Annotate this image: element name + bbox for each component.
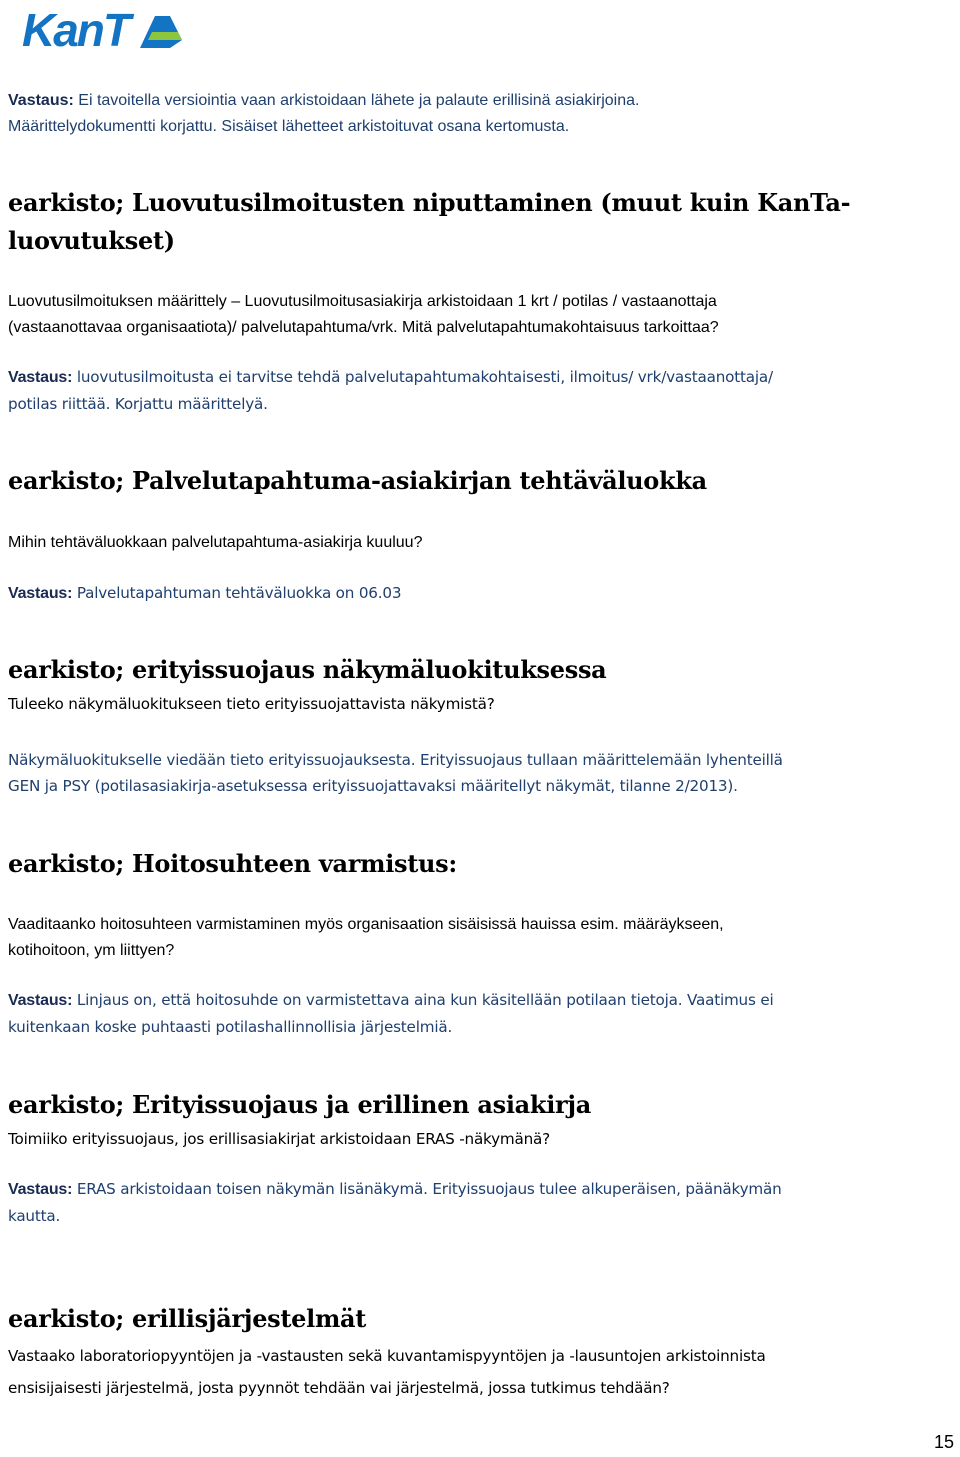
- section-eras: [8, 1086, 946, 1124]
- answer-label: Vastaus:: [8, 992, 73, 1009]
- answer-text: GEN ja PSY (potilasasiakirja-asetuksessa erityissuojattavaksi määritellyt näkymät, tilanne 2/2013).: [8, 777, 738, 795]
- section-heading: earkisto; Erityissuojaus ja erillinen asiakirja: [8, 1090, 592, 1119]
- answer: [8, 1176, 946, 1229]
- answer: [8, 364, 946, 417]
- answer-label: Vastaus:: [8, 369, 73, 386]
- question: [8, 1340, 946, 1404]
- answer-text: Palvelutapahtuman tehtäväluokka on 06.03: [76, 584, 402, 602]
- question-text: Tuleeko näkymäluokitukseen tieto erityissuojattavista näkymistä?: [8, 695, 495, 713]
- intro-answer: [8, 88, 946, 140]
- section-heading: earkisto; erityissuojaus näkymäluokituksessa: [8, 655, 607, 684]
- section-heading: earkisto; Palvelutapahtuma-asiakirjan tehtäväluokka: [8, 466, 707, 495]
- question-text: (vastaanottavaa organisaatiota)/ palvelutapahtuma/vrk. Mitä palvelutapahtumakohtaisuus tarkoittaa?: [8, 319, 719, 336]
- question-text: ensisijaisesti järjestelmä, josta pyynnöt tehdään vai järjestelmä, jossa tutkimus tehdään?: [8, 1379, 670, 1397]
- answer-text: kautta.: [8, 1207, 61, 1225]
- kanta-logo: [20, 2, 190, 56]
- question-text: Luovutusilmoituksen määrittely – Luovutusilmoitusasiakirja arkistoidaan 1 krt / potilas / vastaanottaja: [8, 293, 717, 310]
- answer-text: kuitenkaan koske puhtaasti potilashallinnollisia järjestelmiä.: [8, 1018, 453, 1036]
- section-heading: earkisto; Hoitosuhteen varmistus:: [8, 849, 457, 878]
- question: [8, 289, 946, 341]
- section-erillisjarjestelmat: [8, 1300, 946, 1338]
- section-erityissuojaus-nakymaluokitus: [8, 651, 946, 689]
- question: [8, 530, 946, 556]
- section-heading: luovutukset): [8, 226, 175, 255]
- question: [8, 1126, 946, 1152]
- answer: [8, 987, 946, 1040]
- answer-text: Ei tavoitella versiointia vaan arkistoidaan lähete ja palaute erillisinä asiakirjoina.: [78, 92, 640, 109]
- svg-text:KanT: KanT: [22, 4, 129, 56]
- question-text: Vaaditaanko hoitosuhteen varmistaminen myös organisaation sisäisissä hauissa esim. määräykseen,: [8, 916, 724, 933]
- section-tehtavaluokka: [8, 462, 946, 500]
- answer-text: Näkymäluokitukselle viedään tieto erityissuojauksesta. Erityissuojaus tullaan määrittelemään lyhenteillä: [8, 751, 783, 769]
- answer-text: Linjaus on, että hoitosuhde on varmistettava aina kun käsitellään potilaan tietoja. Vaatimus ei: [76, 991, 774, 1009]
- answer-text: ERAS arkistoidaan toisen näkymän lisänäkymä. Erityissuojaus tulee alkuperäisen, päänäkymän: [76, 1180, 782, 1198]
- question: [8, 691, 946, 717]
- section-heading: earkisto; Luovutusilmoitusten niputtaminen (muut kuin KanTa-: [8, 188, 851, 217]
- answer: [8, 747, 946, 799]
- question: [8, 912, 946, 964]
- page-number: 15: [933, 1432, 954, 1452]
- question-text: Toimiiko erityissuojaus, jos erillisasiakirjat arkistoidaan ERAS -näkymänä?: [8, 1130, 550, 1148]
- section-hoitosuhde: [8, 845, 946, 883]
- question-text: Vastaako laboratoriopyyntöjen ja -vastausten sekä kuvantamispyyntöjen ja -lausuntojen arkistoinnista: [8, 1347, 766, 1365]
- answer-text: potilas riittää. Korjattu määrittelyä.: [8, 395, 268, 413]
- question-text: Mihin tehtäväluokkaan palvelutapahtuma-asiakirja kuuluu?: [8, 534, 423, 551]
- section-heading: earkisto; erillisjärjestelmät: [8, 1304, 367, 1333]
- answer-label: Vastaus:: [8, 92, 74, 109]
- answer-text: Määrittelydokumentti korjattu. Sisäiset lähetteet arkistoituvat osana kertomusta.: [8, 118, 570, 135]
- answer-label: Vastaus:: [8, 585, 73, 602]
- section-luovutusilmoitukset: [8, 184, 946, 260]
- answer-text: luovutusilmoitusta ei tarvitse tehdä palvelutapahtumakohtaisesti, ilmoitus/ vrk/vastaanottaja/: [76, 368, 773, 386]
- answer-label: Vastaus:: [8, 1181, 73, 1198]
- question-text: kotihoitoon, ym liittyen?: [8, 942, 175, 959]
- answer: [8, 580, 946, 607]
